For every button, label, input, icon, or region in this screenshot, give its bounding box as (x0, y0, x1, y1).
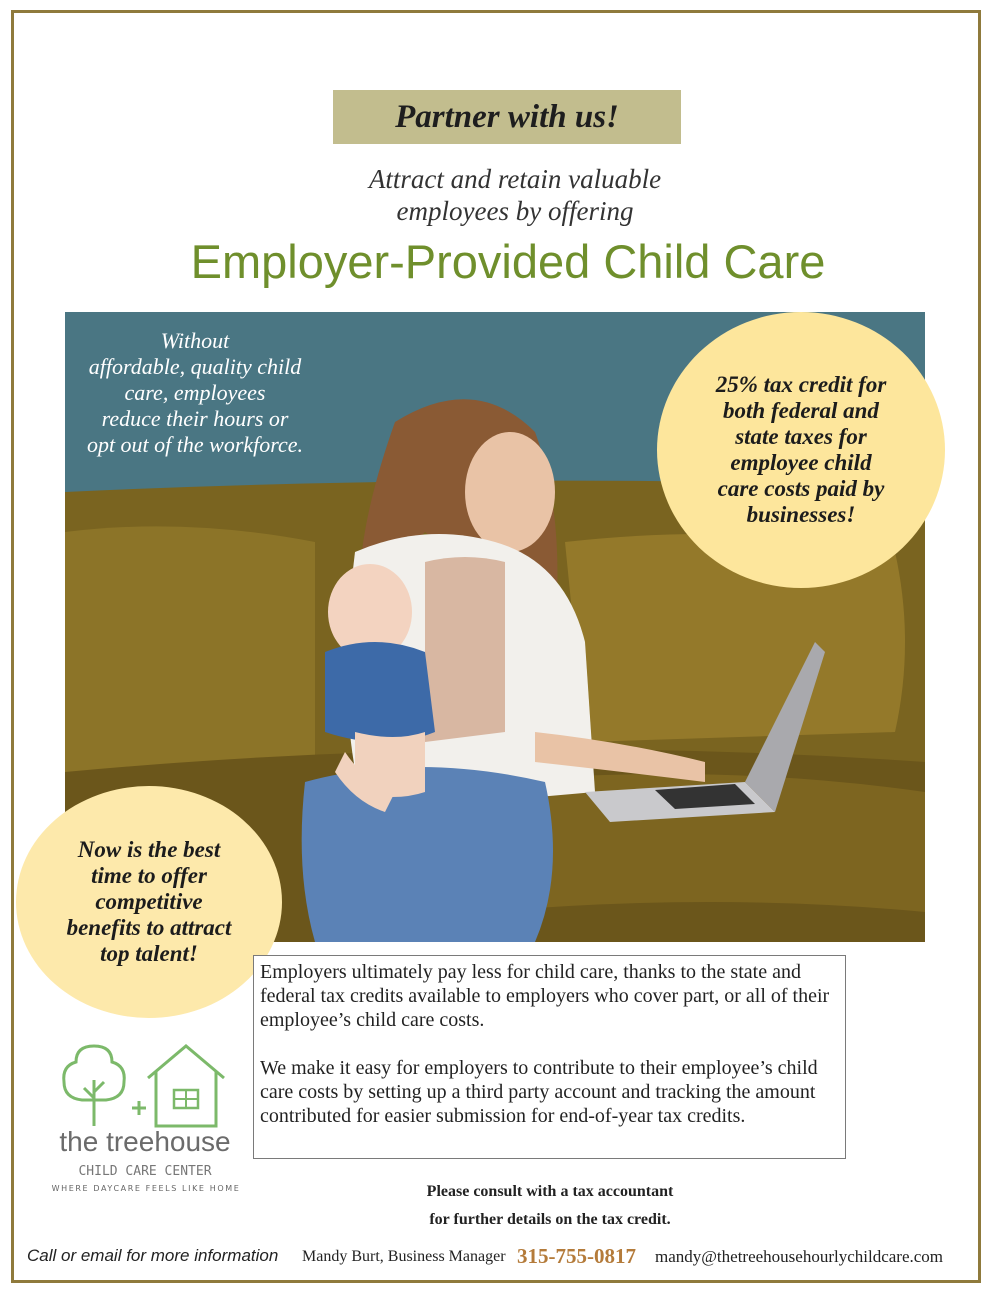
best-time-callout (16, 786, 282, 1018)
caption-line: care, employees (124, 380, 266, 405)
now-line: top talent! (100, 941, 198, 966)
subtitle (300, 163, 730, 227)
tax-line: 25% tax credit for (715, 372, 887, 397)
caption-line: reduce their hours or (101, 406, 289, 431)
caption-line: opt out of the workforce. (86, 432, 304, 457)
partner-banner (333, 90, 681, 144)
info-paragraph-2: We make it easy for employers to contribute to their employee’s child care costs by setting up a third party account and tracking the amount contributed for easier submission for end-of-year tax credits. (260, 1057, 818, 1127)
tax-line: state taxes for (735, 424, 867, 449)
photo-caption (70, 328, 320, 458)
subtitle-line-1: Attract and retain valuable (368, 164, 662, 194)
phone-number[interactable]: 315-755-0817 (517, 1244, 636, 1268)
banner-text: Partner with us! (395, 98, 619, 135)
tax-credit-callout (657, 312, 945, 588)
manager-name: Mandy Burt, Business Manager (302, 1248, 506, 1265)
subtitle-line-2: employees by offering (396, 196, 634, 226)
consult-line-2: for further details on the tax credit. (429, 1211, 671, 1228)
caption-line: affordable, quality child (88, 354, 302, 379)
now-line: benefits to attract (66, 915, 232, 940)
email-link[interactable]: mandy@thetreehousehourlychildcare.com (655, 1247, 944, 1266)
now-line: time to offer (91, 863, 207, 888)
now-line: Now is the best (77, 837, 221, 862)
tax-line: businesses! (746, 502, 856, 527)
logo-name: the treehouse (59, 1126, 231, 1157)
tax-line: employee child (730, 450, 872, 475)
consult-note (380, 1178, 720, 1234)
footer-contact (27, 1244, 972, 1272)
info-box (253, 955, 846, 1159)
tax-line: care costs paid by (717, 476, 885, 501)
consult-line-1: Please consult with a tax accountant (426, 1183, 674, 1200)
logo-tagline: WHERE DAYCARE FEELS LIKE HOME (51, 1184, 241, 1193)
headline: Employer-Provided Child Care (190, 235, 826, 288)
info-paragraph-1: Employers ultimately pay less for child care, thanks to the state and federal tax credits available to employers who cover part, or all of their employee’s child care costs. (260, 961, 830, 1031)
tax-line: both federal and (723, 398, 879, 423)
now-line: competitive (95, 889, 203, 914)
logo-graphic (50, 1040, 250, 1130)
caption-line: Without (160, 328, 230, 353)
logo-subtitle: CHILD CARE CENTER (78, 1164, 212, 1179)
call-text: Call or email for more information (27, 1246, 279, 1265)
